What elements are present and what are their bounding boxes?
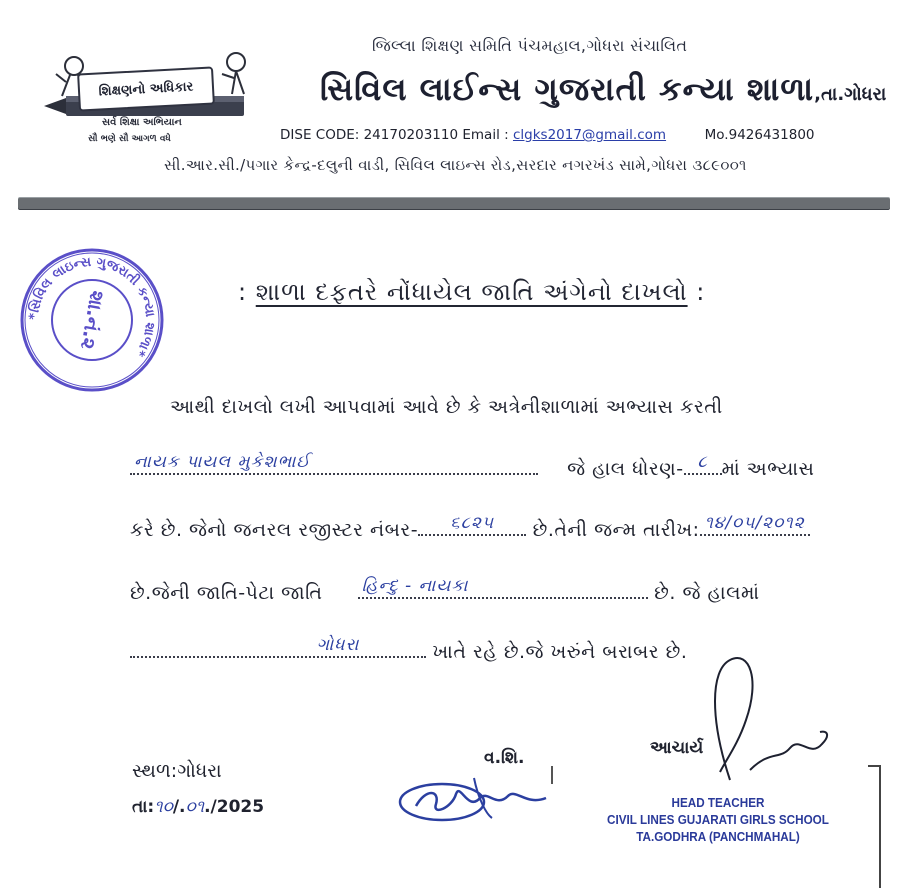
date-year: /2025: [210, 797, 265, 817]
email-label: Email :: [462, 127, 509, 143]
stamp-frame: [546, 762, 886, 892]
register-label: કરે છે. જેનો જનરલ રજીસ્ટર નંબર-: [130, 519, 419, 541]
contact-line: [280, 127, 815, 143]
email-link[interactable]: clgks2017@gmail.com: [512, 127, 667, 143]
school-seal: [16, 246, 168, 394]
organization-line: જિલ્લા શિક્ષણ સમિતિ પંચમહાલ,ગોધરા સંચાલિત: [372, 36, 688, 55]
seal-center-text: શા.નં.૨: [76, 289, 108, 351]
register-number: ૬૮૨૫: [450, 513, 495, 533]
birth-date-field: [700, 514, 810, 536]
body-line-3: [130, 514, 810, 541]
standard-field: [684, 453, 722, 475]
issue-date: તા:૧૦/.૦૧./2025: [132, 797, 265, 817]
certificate-title: [238, 278, 705, 306]
school-logo: [40, 44, 250, 174]
standard-value: ૮: [697, 452, 708, 472]
header-divider: [18, 198, 890, 209]
class-teacher-label: વ.શિ.: [484, 748, 525, 768]
residence-label: ખાતે રહે છે.જે ખરુંને બરાબર છે.: [432, 641, 688, 663]
caste-field: [358, 577, 648, 599]
place: સ્થળ:ગોધરા: [132, 760, 222, 782]
date-month: ૦૧: [185, 797, 205, 817]
body-line-4: [130, 577, 760, 604]
principal-label: આચાર્ય: [650, 738, 704, 758]
school-address: સી.આર.સી./પગાર કેન્દ્ર-દલુની વાડી, સિવિલ લાઇન્સ રોડ,સરદાર નગરખંડ સામે,ગોધરા ૩૮૯૦૦૧: [164, 156, 747, 174]
title-prefix: :: [238, 278, 248, 306]
body-line-2: [130, 453, 814, 480]
student-name-field: [130, 453, 538, 475]
school-location-english: TA.GODHRA (PANCHMAHAL): [636, 829, 800, 844]
caste-value: હિન્દુ - નાયકા: [361, 576, 469, 596]
school-name-text: સિવિલ લાઈન્સ ગુજરાતી કન્યા શાળા: [320, 70, 815, 108]
logo-banner: શિક્ષણનો અધિકાર: [77, 66, 215, 111]
studying-label: માં અભ્યાસ: [721, 458, 815, 480]
body-line-5: [130, 636, 687, 663]
school-taluka: ,તા.ગોધરા: [814, 84, 887, 105]
title-text: શાળા દફતરે નોંધાયેલ જાતિ અંગેનો દાખલો: [255, 278, 688, 306]
date-day: ૧૦: [154, 797, 173, 817]
seal-ring-text: *સિવિલ લાઇન્સ ગુજરાતી કન્યા શાળા*: [26, 254, 158, 360]
register-field: [418, 514, 526, 536]
birth-date: ૧૪/૦૫/૨૦૧૨: [704, 513, 805, 533]
residence-field: [130, 636, 426, 658]
body-line-1: આથી દાખલો લખી આપવામાં આવે છે કે અત્રેનીશાળામાં અભ્યાસ કરતી: [170, 396, 723, 418]
class-teacher-signature: [396, 768, 556, 828]
title-suffix: :: [696, 278, 706, 306]
seal-stamp-icon: [16, 246, 168, 394]
head-teacher-title: HEAD TEACHER: [671, 795, 765, 810]
currently-label: છે. જે હાલમાં: [654, 582, 760, 604]
birth-date-label: છે.તેની જન્મ તારીખ:: [532, 519, 700, 541]
school-name: [320, 70, 886, 109]
standard-label: જે હાલ ધોરણ-: [567, 458, 684, 480]
caste-label: છે.જેની જાતિ-પેટા જાતિ: [130, 582, 323, 604]
logo-tagline-1: સર્વ શિક્ષા અભિયાન: [102, 117, 182, 128]
dise-code: DISE CODE: 24170203110: [280, 127, 459, 143]
pencil-mascot-icon: [40, 44, 250, 174]
school-name-english: CIVIL LINES GUJARATI GIRLS SCHOOL: [607, 812, 829, 827]
student-name: નાયક પાયલ મુકેશભાઈ: [134, 452, 311, 472]
residence-value: ગોધરા: [316, 635, 360, 655]
logo-tagline-2: સૌ ભણે સૌ આગળ વધે: [88, 134, 171, 144]
mobile-number: Mo.9426431800: [704, 127, 815, 143]
date-prefix: તા:: [132, 797, 155, 817]
